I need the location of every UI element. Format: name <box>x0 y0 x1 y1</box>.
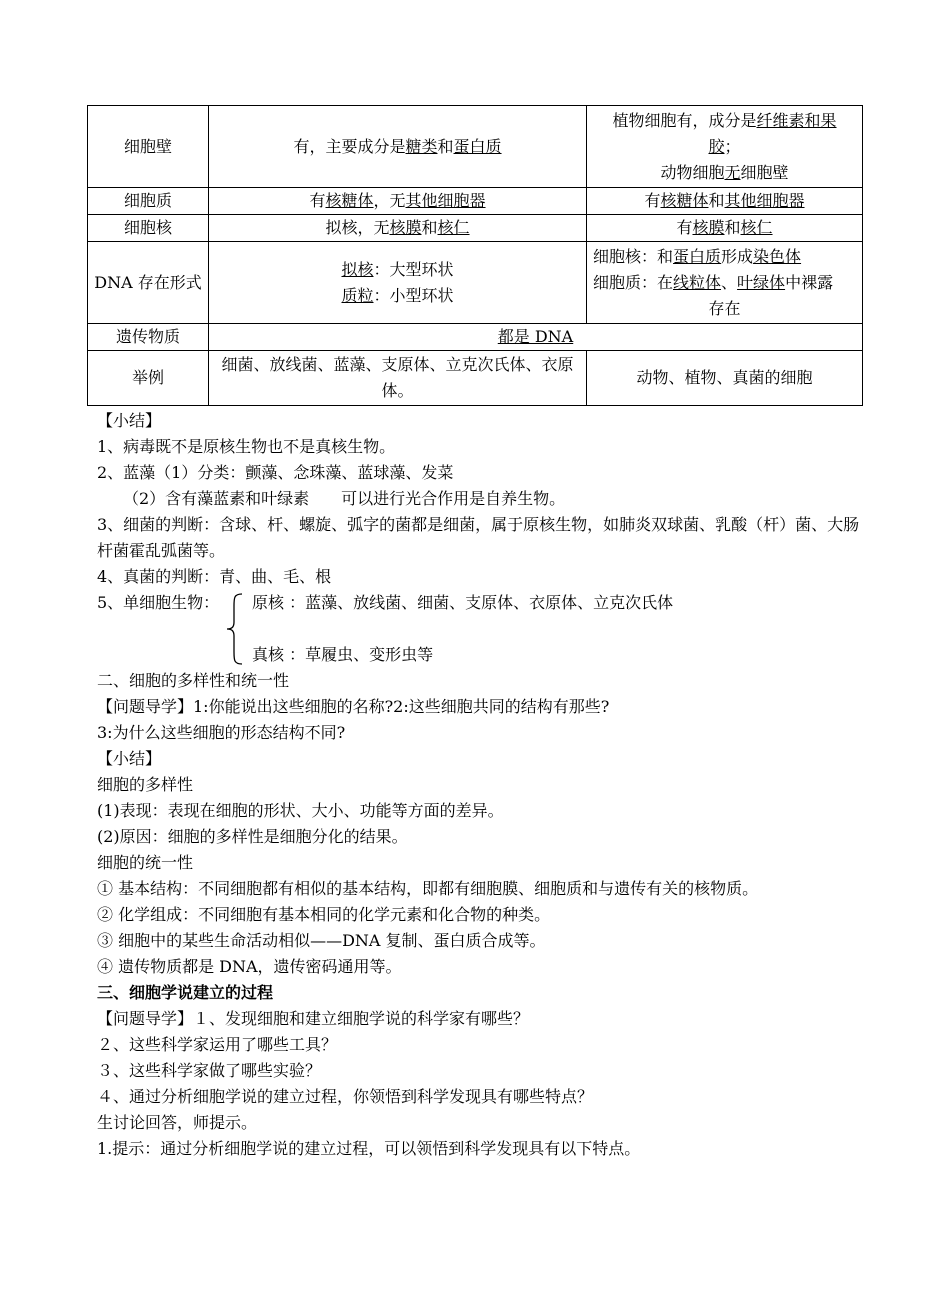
text-line: 3:为什么这些细胞的形态结构不同? <box>97 723 346 742</box>
eukaryote-cell: 细胞核：和蛋白质形成染色体 细胞质：在线粒体、叶绿体中裸露 存在 <box>587 242 863 324</box>
eukaryote-examples: 真核 ：草履虫、变形虫等 <box>252 645 434 664</box>
text-line: ２、这些科学家运用了哪些工具？ <box>97 1035 338 1054</box>
text-line: 1、病毒既不是原核生物也不是真核生物。 <box>97 437 396 456</box>
text-line: 细胞的统一性 <box>97 853 194 872</box>
text-line: ① 基本结构：不同细胞都有相似的基本结构，即都有细胞膜、细胞质和与遗传有关的核物质。 <box>97 879 759 898</box>
prokaryote-cell: 拟核：大型环状 质粒：小型环状 <box>209 242 587 324</box>
comparison-table <box>87 105 863 406</box>
prokaryote-cell: 细菌、放线菌、蓝藻、支原体、立克次氏体、衣原体。 <box>209 351 587 406</box>
section-heading: 三、细胞学说建立的过程 <box>97 983 274 1002</box>
prokaryote-examples: 原核 ：蓝藻、放线菌、细菌、支原体、衣原体、立克次氏体 <box>252 593 674 612</box>
unicellular-label: 5、单细胞生物： <box>97 593 220 612</box>
text-line: (1)表现：表现在细胞的形状、大小、功能等方面的差异。 <box>97 801 504 820</box>
row-label: 遗传物质 <box>88 324 209 351</box>
eukaryote-cell: 有核糖体和其他细胞器 <box>587 188 863 215</box>
prokaryote-cell: 有核糖体，无其他细胞器 <box>209 188 587 215</box>
text-line: ④ 遗传物质都是 DNA，遗传密码通用等。 <box>97 957 402 976</box>
eukaryote-cell: 植物细胞有，成分是纤维素和果 胶； 动物细胞无细胞壁 <box>587 106 863 188</box>
table-row <box>88 351 863 406</box>
text-line: ３、这些科学家做了哪些实验？ <box>97 1061 322 1080</box>
text-line: 细胞的多样性 <box>97 775 194 794</box>
summary-heading: 【小结】 <box>97 411 162 430</box>
prokaryote-cell: 拟核，无核膜和核仁 <box>209 215 587 242</box>
text-line: 2、蓝藻（1）分类：颤藻、念珠藻、蓝球藻、发菜 <box>97 463 454 482</box>
table-row <box>88 188 863 215</box>
row-label: 细胞壁 <box>88 106 209 188</box>
summary-heading: 【小结】 <box>97 749 162 768</box>
row-label: 细胞核 <box>88 215 209 242</box>
unicellular-group <box>97 590 867 668</box>
table-row <box>88 324 863 351</box>
row-label: 细胞质 <box>88 188 209 215</box>
text-paragraph: 3、细菌的判断：含球、杆、螺旋、弧字的菌都是细菌，属于原核生物，如肺炎双球菌、乳酸（杆）菌、大肠杆菌霍乱弧菌等。 <box>97 515 860 560</box>
text-line: ③ 细胞中的某些生命活动相似——DNA 复制、蛋白质合成等。 <box>97 931 546 950</box>
eukaryote-cell: 有核膜和核仁 <box>587 215 863 242</box>
curly-brace-icon <box>224 592 246 666</box>
text-line: 生讨论回答，师提示。 <box>97 1113 258 1132</box>
text-line: (2)原因：细胞的多样性是细胞分化的结果。 <box>97 827 408 846</box>
table-row <box>88 215 863 242</box>
text-line: 4、真菌的判断：青、曲、毛、根 <box>97 567 332 586</box>
table-row <box>88 242 863 324</box>
eukaryote-cell: 动物、植物、真菌的细胞 <box>587 351 863 406</box>
body-text <box>97 408 867 1162</box>
text-line: 【问题导学】１、发现细胞和建立细胞学说的科学家有哪些？ <box>97 1009 530 1028</box>
text-line: ② 化学组成：不同细胞有基本相同的化学元素和化合物的种类。 <box>97 905 551 924</box>
prokaryote-cell: 有，主要成分是糖类和蛋白质 <box>209 106 587 188</box>
table-row <box>88 106 863 188</box>
row-label: DNA 存在形式 <box>88 242 209 324</box>
text-line: （2）含有藻蓝素和叶绿素 可以进行光合作用是自养生物。 <box>123 489 566 508</box>
text-line: ４、通过分析细胞学说的建立过程，你领悟到科学发现具有哪些特点？ <box>97 1087 594 1106</box>
section-heading: 二、细胞的多样性和统一性 <box>97 671 290 690</box>
text-line: 1.提示：通过分析细胞学说的建立过程，可以领悟到科学发现具有以下特点。 <box>97 1139 641 1158</box>
row-label: 举例 <box>88 351 209 406</box>
merged-cell: 都是 DNA <box>209 324 863 351</box>
text-line: 【问题导学】1:你能说出这些细胞的名称?2:这些细胞共同的结构有那些? <box>97 697 610 716</box>
